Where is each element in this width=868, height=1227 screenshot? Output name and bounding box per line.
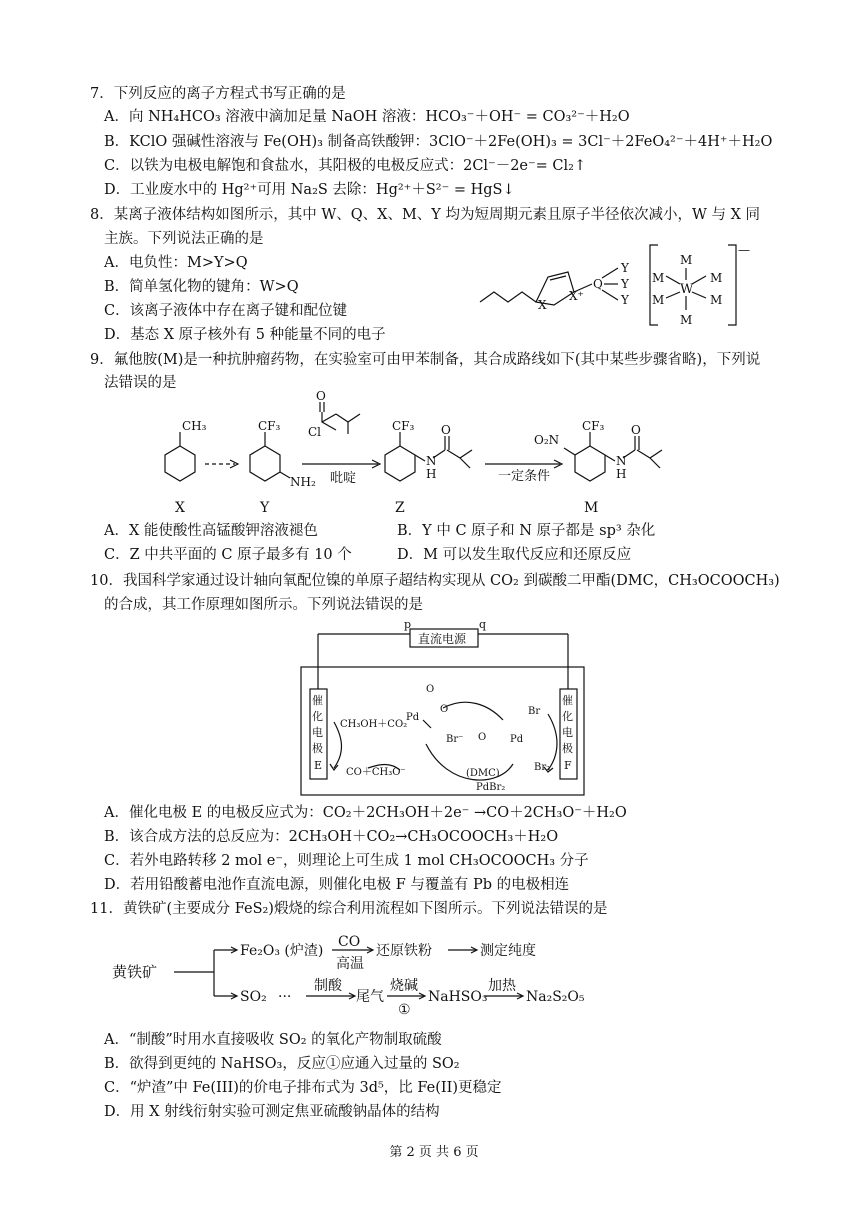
q10-fig-dmc-o: O xyxy=(478,732,487,743)
q11-fig-na2s2o5: Na₂S₂O₅ xyxy=(526,989,585,1005)
q10-stem-line2: 的合成，其工作原理如图所示。下列说法错误的是 xyxy=(104,597,423,613)
q8-fig-q: Q xyxy=(593,277,603,291)
q10-fig-ch3oh-co2: CH₃OH＋CO₂ xyxy=(340,719,408,730)
page-footer: 第 2 页 共 6 页 xyxy=(389,1145,479,1160)
q11-fig-heat: 加热 xyxy=(488,978,516,994)
q9-fig-m-o: O xyxy=(631,423,641,437)
q9-fig-z-h: H xyxy=(426,467,437,481)
q10-fig-br: Br xyxy=(528,706,541,717)
q9-label-y: Y xyxy=(260,500,270,516)
q10-fig-f-1: 催 xyxy=(562,694,573,707)
q7-stem: 7．下列反应的离子方程式书写正确的是 xyxy=(90,86,346,102)
q10-fig-dmc: (DMC) xyxy=(466,768,500,779)
q9-fig-m-n: N xyxy=(616,454,627,468)
q9-fig-condition: 一定条件 xyxy=(498,469,551,484)
q11-fig-fe2o3: Fe₂O₃ (炉渣) xyxy=(240,943,324,959)
q9-fig-reagent-o: O xyxy=(316,389,326,403)
q10-fig-f-2: 化 xyxy=(562,710,573,723)
q11-fig-ore: 黄铁矿 xyxy=(112,963,158,981)
q9-label-m: M xyxy=(584,500,599,516)
q11-option-d: D．用 X 射线衍射实验可测定焦亚硫酸钠晶体的结构 xyxy=(104,1104,440,1120)
q11-fig-acid: 制酸 xyxy=(314,978,342,994)
q10-electrolysis-figure xyxy=(298,618,588,800)
q10-fig-power: 直流电源 xyxy=(418,632,467,646)
q9-fig-m-cf3: CF₃ xyxy=(582,419,605,433)
q10-fig-pd-right: Pd xyxy=(510,734,524,745)
q8-fig-y1: Y xyxy=(621,261,629,275)
q8-fig-y2: Y xyxy=(621,277,629,291)
q10-fig-f-5: F xyxy=(564,759,572,772)
q8-fig-m-upper-left: M xyxy=(652,271,665,285)
q10-fig-pd-left: Pd xyxy=(406,712,420,723)
q9-fig-nh2: NH₂ xyxy=(290,475,316,489)
q11-fig-circle-1: ① xyxy=(398,1002,411,1018)
q8-fig-x: X xyxy=(538,298,547,312)
q11-option-c: C．“炉渣”中 Fe(III)的价电子排布式为 3d⁵，比 Fe(II)更稳定 xyxy=(104,1080,502,1096)
q11-fig-dots: ··· xyxy=(278,989,292,1005)
q10-fig-pdbr2: PdBr₂ xyxy=(476,782,506,793)
q9-fig-m-o2n: O₂N xyxy=(534,433,560,447)
q8-option-b: B．简单氢化物的键角：W>Q xyxy=(104,279,299,295)
q10-fig-e-2: 化 xyxy=(312,710,323,723)
q11-stem: 11．黄铁矿(主要成分 FeS₂)煅烧的综合利用流程如下图所示。下列说法错误的是 xyxy=(90,901,608,917)
q10-fig-f-4: 极 xyxy=(562,742,573,755)
q8-fig-m-lower-left: M xyxy=(652,293,665,307)
q9-fig-ch3: CH₃ xyxy=(182,419,207,433)
q10-fig-br2: Br₂ xyxy=(534,762,551,773)
q10-option-a: A．催化电极 E 的电极反应式为：CO₂＋2CH₃OH＋2e⁻ →CO＋2CH₃O⁻＋H₂O xyxy=(104,805,627,821)
q7-option-a: A．向 NH₄HCO₃ 溶液中滴加足量 NaOH 溶液：HCO₃⁻＋OH⁻ = CO₃²⁻＋H₂O xyxy=(104,109,630,125)
q11-fig-so2: SO₂ xyxy=(240,989,267,1005)
q9-label-z: Z xyxy=(395,500,405,516)
q9-option-a: A．X 能使酸性高锰酸钾溶液褪色 xyxy=(104,523,318,539)
q9-stem-line1: 9．氟他胺(M)是一种抗肿瘤药物，在实验室可由甲苯制备，其合成路线如下(其中某些步骤省略)，下列说 xyxy=(90,352,761,368)
q10-fig-e-1: 催 xyxy=(312,694,323,707)
q11-option-b: B．欲得到更纯的 NaHSO₃，反应①应通入过量的 SO₂ xyxy=(104,1056,460,1072)
q9-fig-z-n: N xyxy=(426,454,437,468)
q8-fig-charge: — xyxy=(738,243,750,257)
q8-fig-m-lower-right: M xyxy=(710,293,723,307)
q9-label-x: X xyxy=(175,500,185,516)
q11-flowchart-figure xyxy=(110,926,610,1018)
q9-fig-m-h: H xyxy=(616,467,627,481)
q10-fig-co-ch3o: CO＋CH₃O⁻ xyxy=(346,767,406,778)
q11-fig-hightemp: 高温 xyxy=(336,956,364,972)
q11-fig-nahso3: NaHSO₃ xyxy=(428,989,488,1005)
q11-option-a: A．“制酸”时用水直接吸收 SO₂ 的氧化产物制取硫酸 xyxy=(104,1032,442,1048)
q8-option-a: A．电负性：M>Y>Q xyxy=(104,255,248,271)
q10-fig-br-minus: Br⁻ xyxy=(446,734,464,745)
q9-fig-pyridine: 吡啶 xyxy=(330,471,357,486)
q8-option-c: C．该离子液体中存在离子键和配位键 xyxy=(104,303,348,319)
q10-option-c: C．若外电路转移 2 mol e⁻，则理论上可生成 1 mol CH₃OCOOCH₃ 分子 xyxy=(104,853,589,869)
q7-option-b: B．KClO 强碱性溶液与 Fe(OH)₃ 制备高铁酸钾：3ClO⁻＋2Fe(OH)₃ = 3Cl⁻＋2FeO₄²⁻＋4H⁺＋H₂O xyxy=(104,134,773,150)
q8-fig-m-upper-right: M xyxy=(710,271,723,285)
q11-fig-soda: 烧碱 xyxy=(390,978,418,994)
q9-fig-y-cf3: CF₃ xyxy=(258,419,281,433)
q8-fig-w: W xyxy=(680,282,694,297)
q10-fig-e-4: 极 xyxy=(312,742,323,755)
q10-option-d: D．若用铅酸蓄电池作直流电源，则催化电极 F 与覆盖有 Pb 的电极相连 xyxy=(104,877,570,893)
q8-fig-m-top: M xyxy=(680,253,693,267)
q8-stem-line1: 8．某离子液体结构如图所示，其中 W、Q、X、M、Y 均为短周期元素且原子半径依次减小，W 与 X 同 xyxy=(90,207,761,223)
q7-option-c: C．以铁为电极电解饱和食盐水，其阳极的电极反应式：2Cl⁻－2e⁻= Cl₂↑ xyxy=(104,158,587,174)
q10-fig-f-3: 电 xyxy=(562,726,573,739)
q10-fig-o-right: O xyxy=(440,704,449,715)
q9-fig-z-o: O xyxy=(441,423,451,437)
q9-option-c: C．Z 中共平面的 C 原子最多有 10 个 xyxy=(104,547,352,563)
q9-fig-reagent-cl: Cl xyxy=(308,425,322,439)
q10-fig-q: q xyxy=(479,618,487,631)
q8-fig-x-plus: X⁺ xyxy=(569,289,584,303)
q8-option-d: D．基态 X 原子核外有 5 种能量不同的电子 xyxy=(104,327,386,343)
q10-fig-e-3: 电 xyxy=(312,726,323,739)
q11-fig-tailgas: 尾气 xyxy=(356,989,384,1005)
q11-fig-fe-powder: 还原铁粉 xyxy=(376,943,432,959)
q9-synthesis-route-figure xyxy=(150,389,710,518)
q10-fig-p: p xyxy=(404,618,412,631)
q9-fig-z-cf3: CF₃ xyxy=(392,419,415,433)
q9-stem-line2: 法错误的是 xyxy=(104,375,177,391)
q8-fig-y3: Y xyxy=(621,293,629,307)
q11-fig-purity: 测定纯度 xyxy=(480,943,536,959)
q9-option-d: D．M 可以发生取代反应和还原反应 xyxy=(397,547,632,563)
q8-ionic-liquid-figure xyxy=(470,240,770,340)
q10-option-b: B．该合成方法的总反应为：2CH₃OH＋CO₂→CH₃OCOOCH₃＋H₂O xyxy=(104,829,559,845)
q10-fig-o-top: O xyxy=(426,684,435,695)
q10-fig-e-5: E xyxy=(314,759,323,772)
q11-fig-co: CO xyxy=(338,934,361,950)
q9-option-b: B．Y 中 C 原子和 N 原子都是 sp³ 杂化 xyxy=(397,523,656,539)
q8-fig-m-bottom: M xyxy=(680,313,693,327)
q8-stem-line2: 主族。下列说法正确的是 xyxy=(104,231,264,247)
q10-stem-line1: 10．我国科学家通过设计轴向氧配位镍的单原子超结构实现从 CO₂ 到碳酸二甲酯(DMC，CH₃OCOOCH₃) xyxy=(90,573,780,589)
q7-option-d: D．工业废水中的 Hg²⁺可用 Na₂S 去除：Hg²⁺＋S²⁻ = HgS↓ xyxy=(104,182,515,198)
